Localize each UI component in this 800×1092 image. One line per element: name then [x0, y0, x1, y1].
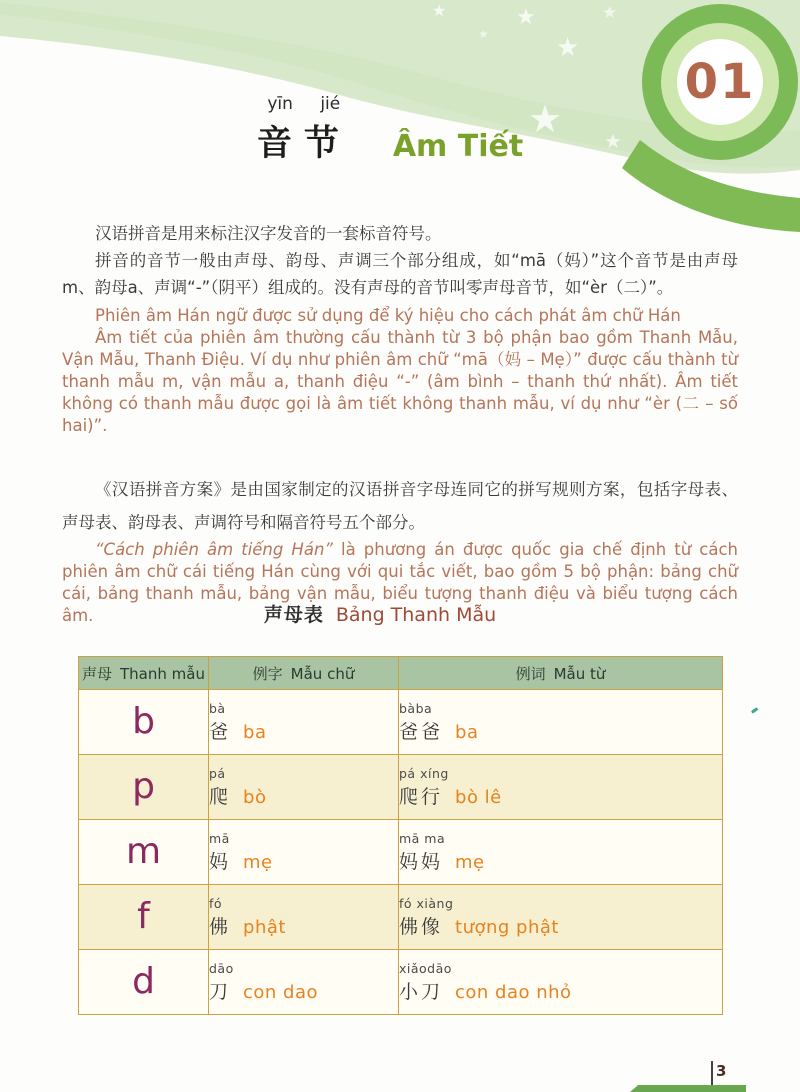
example-phrase-pinyin: bàba: [399, 700, 433, 716]
example-word-pinyin: pá: [209, 765, 226, 781]
star-icon: ★: [604, 129, 622, 153]
table-row: [79, 755, 723, 820]
chapter-number: 01: [684, 54, 756, 110]
initial-letter: d: [132, 961, 155, 1002]
example-word-hanzi: 爬: [209, 785, 232, 808]
example-word-pinyin: mā: [209, 830, 230, 846]
example-word-hanzi: 刀: [209, 980, 232, 1003]
initials-table-header: [79, 657, 723, 690]
example-word-hanzi: 佛: [209, 915, 232, 938]
example-phrase-vietnamese: tượng phật: [455, 916, 559, 938]
initial-letter: p: [132, 766, 155, 807]
page-number-rule: [711, 1061, 713, 1088]
example-word-pinyin: fó: [209, 895, 223, 911]
example-phrase-pinyin: mā ma: [399, 830, 446, 846]
header-example-word: 例字 Mẫu chữ: [209, 657, 399, 690]
table-title-vietnamese: Bảng Thanh Mẫu: [335, 604, 497, 626]
example-phrase-pinyin: fó xiàng: [399, 895, 454, 911]
paragraph-cn-syllable: 拼音的音节一般由声母、韵母、声调三个部分组成，如“mā（妈）”这个音节是由声母m、韵母a、声调“-”（阴平）组成的。没有声母的音节叫零声母音节，如“èr（二）”。: [62, 251, 738, 297]
example-phrase-hanzi: 小刀: [399, 980, 444, 1003]
example-phrase-vietnamese: bò lê: [455, 786, 502, 808]
star-icon: ★: [556, 33, 580, 63]
example-word-vietnamese: mẹ: [243, 851, 273, 873]
initial-letter: m: [125, 831, 162, 872]
paragraph-cn-scheme: 《汉语拼音方案》是由国家制定的汉语拼音字母连同它的拼写规则方案，包括字母表、声母表、韵母表、声调符号和隔音符号五个部分。: [62, 480, 738, 532]
lesson-text: [62, 220, 738, 627]
table-row: [79, 950, 723, 1015]
example-word-hanzi: 妈: [209, 850, 232, 873]
example-word-vietnamese: phật: [243, 916, 286, 938]
example-word-vietnamese: bò: [243, 786, 267, 808]
initial-letter: b: [132, 701, 155, 742]
example-phrase-hanzi: 佛像: [399, 915, 444, 938]
initials-table: [78, 656, 723, 1015]
header-initial: 声母 Thanh mẫu: [79, 657, 209, 690]
paragraph-cn-intro: 汉语拼音是用来标注汉字发音的一套标音符号。: [95, 224, 442, 243]
star-icon: ★: [516, 5, 536, 30]
example-phrase-hanzi: 爸爸: [399, 720, 444, 743]
star-icon: ★: [602, 3, 618, 23]
example-word-hanzi: 爸: [209, 720, 232, 743]
example-phrase-pinyin: xiǎodāo: [399, 960, 452, 976]
example-word-vietnamese: con dao: [243, 981, 319, 1003]
table-row: [79, 690, 723, 755]
example-phrase-vietnamese: con dao nhỏ: [455, 981, 572, 1003]
example-word-pinyin: bà: [209, 700, 226, 716]
page-number: 3: [716, 1062, 727, 1080]
initial-letter: f: [137, 896, 150, 937]
example-phrase-pinyin: pá xíng: [399, 765, 449, 781]
example-phrase-vietnamese: mẹ: [455, 851, 485, 873]
header-example-phrase: 例词 Mẫu từ: [399, 657, 723, 690]
example-word-vietnamese: ba: [243, 721, 267, 743]
lesson-title-pinyin: yīn jié: [267, 94, 341, 114]
table-row: [79, 885, 723, 950]
example-phrase-hanzi: 爬行: [399, 785, 444, 808]
stray-mark: [751, 707, 758, 713]
example-word-pinyin: dāo: [209, 960, 234, 976]
example-phrase-hanzi: 妈妈: [399, 850, 444, 873]
star-icon: ★: [528, 97, 563, 141]
lesson-title-chinese: [257, 94, 351, 166]
lesson-title-hanzi: 音节: [256, 124, 351, 164]
star-icon: ★: [432, 1, 447, 20]
table-title: [0, 600, 780, 627]
lesson-title: [0, 94, 790, 166]
vi-scheme-rest: là phương án được quốc gia chế định từ cách phiên âm chữ cái tiếng Hán cùng với qui tắc viết, bao gồm 5 bộ phận: bảng chữ cái, bảng thanh mẫu, bảng vận mẫu, biểu tượng thanh điệu và biểu tượng cách âm.: [62, 540, 738, 625]
lesson-title-vietnamese: Âm Tiết: [392, 129, 524, 164]
paragraph-vi-intro: Phiên âm Hán ngữ được sử dụng để ký hiệu cho cách phát âm chữ Hán: [95, 306, 681, 325]
example-phrase-vietnamese: ba: [455, 721, 479, 743]
vi-scheme-lead: “Cách phiên âm tiếng Hán”: [95, 540, 333, 559]
star-icon: ★: [478, 27, 489, 41]
initials-table-body: [79, 690, 723, 1015]
paragraph-vi-syllable: Âm tiết của phiên âm thường cấu thành từ 3 bộ phận bao gồm Thanh Mẫu, Vận Mẫu, Thanh Điệu. Ví dụ như phiên âm chữ “mā（妈 – Mẹ）” được cấu thành từ thanh mẫu m, vận mẫu a, thanh điệu “-” (âm bình – thanh thứ nhất). Âm tiết không có thanh mẫu được gọi là âm tiết không thanh mẫu, ví dụ như “èr (二 – số hai)”.: [62, 328, 738, 435]
footer-bar: [630, 1085, 746, 1092]
table-title-chinese: 声母表: [263, 604, 324, 626]
table-row: [79, 820, 723, 885]
